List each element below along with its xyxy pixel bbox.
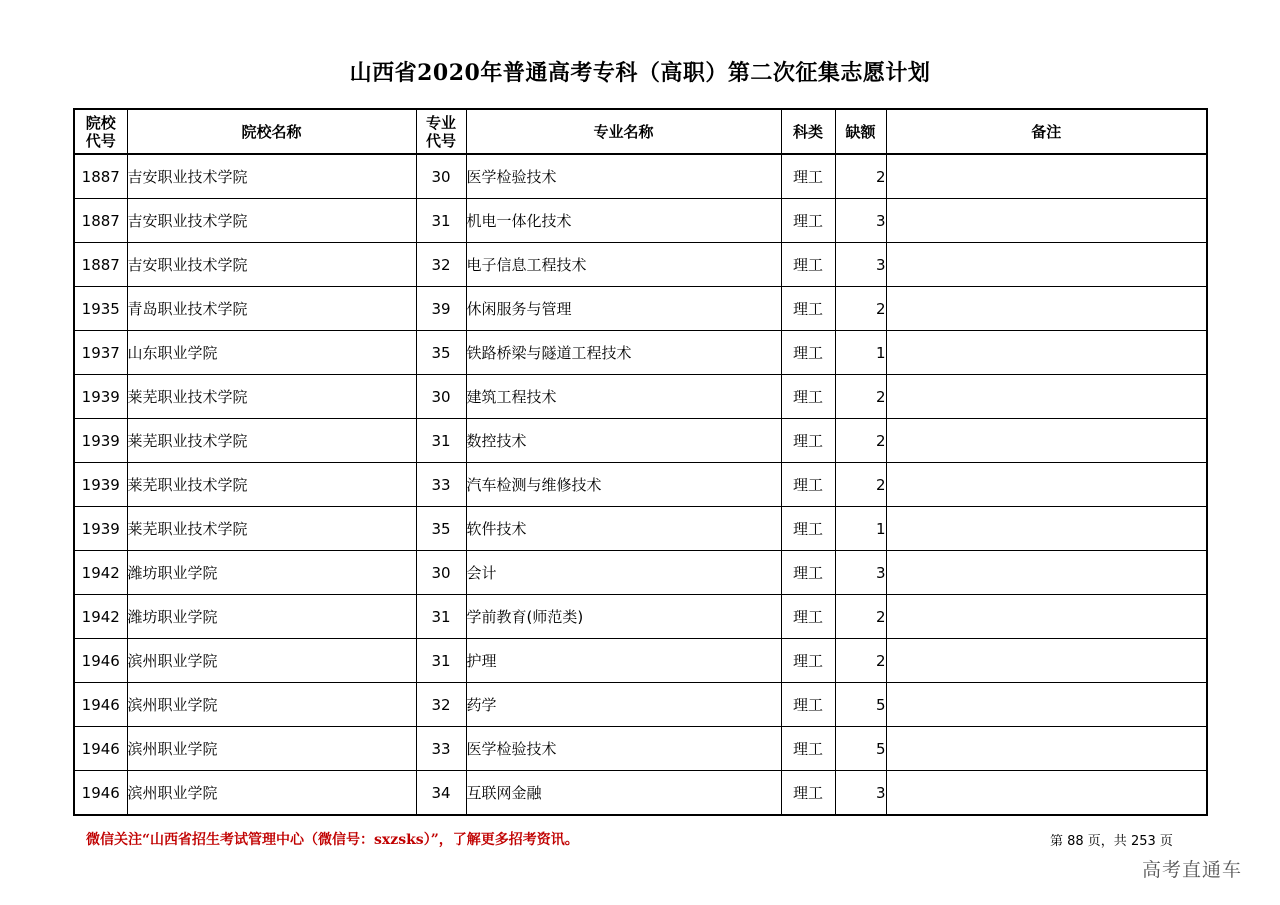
cell-note [886, 507, 1207, 551]
page-title: 山西省2020年普通高考专科（高职）第二次征集志愿计划 [349, 60, 931, 86]
cell-school-code: 1942 [74, 551, 127, 595]
cell-vacancy: 1 [835, 507, 886, 551]
cell-category: 理工 [781, 199, 835, 243]
cell-note [886, 419, 1207, 463]
cell-major-name: 互联网金融 [466, 771, 781, 816]
cell-school-name: 潍坊职业学院 [127, 551, 416, 595]
cell-school-code: 1946 [74, 727, 127, 771]
enrollment-plan-table [73, 108, 1208, 816]
cell-vacancy: 5 [835, 683, 886, 727]
table-row [74, 287, 1207, 331]
cell-category: 理工 [781, 154, 835, 199]
cell-school-code: 1939 [74, 507, 127, 551]
cell-category: 理工 [781, 419, 835, 463]
table-row [74, 243, 1207, 287]
table-row [74, 199, 1207, 243]
cell-note [886, 771, 1207, 816]
cell-school-name: 吉安职业技术学院 [127, 199, 416, 243]
cell-note [886, 463, 1207, 507]
cell-major-name: 机电一体化技术 [466, 199, 781, 243]
table-row [74, 727, 1207, 771]
cell-school-code: 1887 [74, 243, 127, 287]
cell-major-code: 33 [416, 727, 466, 771]
cell-major-name: 数控技术 [466, 419, 781, 463]
cell-school-name: 滨州职业学院 [127, 683, 416, 727]
cell-school-name: 青岛职业技术学院 [127, 287, 416, 331]
cell-note [886, 331, 1207, 375]
cell-major-name: 建筑工程技术 [466, 375, 781, 419]
cell-major-name: 汽车检测与维修技术 [466, 463, 781, 507]
table-row [74, 595, 1207, 639]
cell-school-code: 1935 [74, 287, 127, 331]
cell-note [886, 375, 1207, 419]
page-info: 第 88 页，共 253 页 [1050, 834, 1173, 849]
cell-note [886, 199, 1207, 243]
table-header-row [74, 109, 1207, 154]
header-major-name: 专业名称 [466, 109, 781, 154]
cell-major-code: 30 [416, 375, 466, 419]
cell-school-code: 1946 [74, 771, 127, 816]
watermark-text: 高考直通车 [1142, 859, 1243, 881]
cell-school-code: 1887 [74, 199, 127, 243]
cell-major-name: 药学 [466, 683, 781, 727]
cell-category: 理工 [781, 595, 835, 639]
cell-category: 理工 [781, 287, 835, 331]
cell-major-code: 39 [416, 287, 466, 331]
table-row [74, 375, 1207, 419]
cell-school-name: 吉安职业技术学院 [127, 243, 416, 287]
cell-vacancy: 3 [835, 243, 886, 287]
table-row [74, 551, 1207, 595]
cell-vacancy: 2 [835, 287, 886, 331]
table-row [74, 507, 1207, 551]
cell-major-name: 休闲服务与管理 [466, 287, 781, 331]
cell-note [886, 639, 1207, 683]
header-vacancy: 缺额 [835, 109, 886, 154]
cell-note [886, 727, 1207, 771]
cell-school-code: 1887 [74, 154, 127, 199]
cell-vacancy: 1 [835, 331, 886, 375]
cell-category: 理工 [781, 727, 835, 771]
cell-major-name: 学前教育(师范类) [466, 595, 781, 639]
cell-category: 理工 [781, 375, 835, 419]
cell-vacancy: 5 [835, 727, 886, 771]
cell-school-code: 1939 [74, 375, 127, 419]
cell-category: 理工 [781, 243, 835, 287]
cell-major-name: 电子信息工程技术 [466, 243, 781, 287]
table-row [74, 419, 1207, 463]
cell-major-code: 35 [416, 331, 466, 375]
cell-school-name: 莱芜职业技术学院 [127, 463, 416, 507]
cell-vacancy: 3 [835, 551, 886, 595]
header-school-name: 院校名称 [127, 109, 416, 154]
cell-school-name: 莱芜职业技术学院 [127, 375, 416, 419]
header-school-code: 院校 代号 [74, 109, 127, 154]
cell-major-name: 护理 [466, 639, 781, 683]
cell-major-name: 医学检验技术 [466, 154, 781, 199]
wechat-notice: 微信关注“山西省招生考试管理中心（微信号：sxzsks）”，了解更多招考资讯。 [86, 832, 579, 848]
cell-major-name: 软件技术 [466, 507, 781, 551]
cell-major-code: 32 [416, 243, 466, 287]
header-note: 备注 [886, 109, 1207, 154]
cell-note [886, 595, 1207, 639]
cell-category: 理工 [781, 331, 835, 375]
cell-major-code: 31 [416, 595, 466, 639]
cell-school-code: 1946 [74, 639, 127, 683]
cell-major-code: 31 [416, 639, 466, 683]
cell-category: 理工 [781, 683, 835, 727]
cell-school-code: 1942 [74, 595, 127, 639]
cell-school-name: 莱芜职业技术学院 [127, 419, 416, 463]
cell-school-name: 潍坊职业学院 [127, 595, 416, 639]
cell-school-name: 滨州职业学院 [127, 639, 416, 683]
cell-school-code: 1937 [74, 331, 127, 375]
cell-note [886, 154, 1207, 199]
cell-school-name: 滨州职业学院 [127, 771, 416, 816]
cell-school-name: 莱芜职业技术学院 [127, 507, 416, 551]
cell-major-name: 铁路桥梁与隧道工程技术 [466, 331, 781, 375]
cell-major-code: 31 [416, 419, 466, 463]
cell-category: 理工 [781, 771, 835, 816]
cell-major-code: 32 [416, 683, 466, 727]
cell-vacancy: 2 [835, 639, 886, 683]
cell-major-code: 34 [416, 771, 466, 816]
cell-school-name: 滨州职业学院 [127, 727, 416, 771]
header-major-code: 专业 代号 [416, 109, 466, 154]
cell-vacancy: 2 [835, 154, 886, 199]
cell-vacancy: 2 [835, 375, 886, 419]
cell-note [886, 551, 1207, 595]
cell-school-code: 1939 [74, 419, 127, 463]
cell-school-name: 山东职业学院 [127, 331, 416, 375]
cell-vacancy: 2 [835, 595, 886, 639]
cell-major-name: 会计 [466, 551, 781, 595]
table-row [74, 771, 1207, 816]
cell-major-code: 30 [416, 551, 466, 595]
header-category: 科类 [781, 109, 835, 154]
cell-school-code: 1946 [74, 683, 127, 727]
table-row [74, 463, 1207, 507]
cell-vacancy: 3 [835, 771, 886, 816]
cell-note [886, 683, 1207, 727]
cell-category: 理工 [781, 507, 835, 551]
cell-note [886, 243, 1207, 287]
cell-vacancy: 3 [835, 199, 886, 243]
table-row [74, 331, 1207, 375]
cell-major-name: 医学检验技术 [466, 727, 781, 771]
cell-major-code: 30 [416, 154, 466, 199]
cell-major-code: 33 [416, 463, 466, 507]
cell-note [886, 287, 1207, 331]
cell-vacancy: 2 [835, 463, 886, 507]
cell-category: 理工 [781, 463, 835, 507]
table-row [74, 154, 1207, 199]
cell-category: 理工 [781, 551, 835, 595]
cell-vacancy: 2 [835, 419, 886, 463]
cell-major-code: 31 [416, 199, 466, 243]
table-row [74, 683, 1207, 727]
cell-category: 理工 [781, 639, 835, 683]
cell-school-code: 1939 [74, 463, 127, 507]
cell-school-name: 吉安职业技术学院 [127, 154, 416, 199]
cell-major-code: 35 [416, 507, 466, 551]
table-row [74, 639, 1207, 683]
